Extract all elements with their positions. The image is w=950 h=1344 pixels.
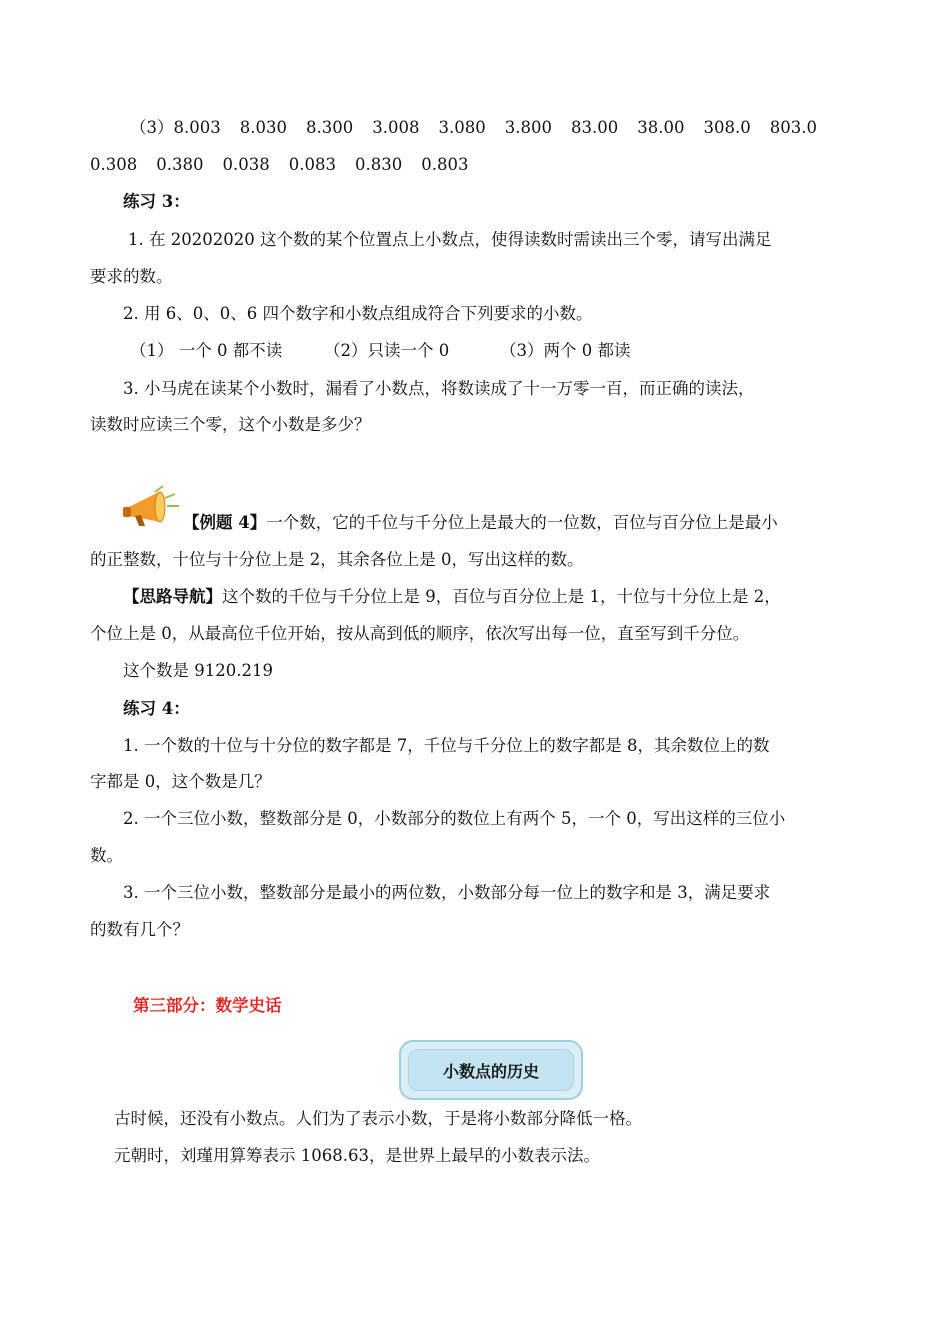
number-item: 0.380 [156, 155, 204, 174]
practice3-q3-line2: 读数时应读三个零，这个小数是多少？ [90, 415, 371, 434]
practice4-q1-line2: 字都是 0，这个数是几？ [90, 772, 271, 791]
number-item: 38.00 [637, 118, 685, 137]
practice4-q2-line1: 2. 一个三位小数，整数部分是 0，小数部分的数位上有两个 5，一个 0，写出这样的三位小 [123, 809, 786, 828]
megaphone-icon [121, 486, 183, 528]
option-1: （1） 一个 0 都不读 [130, 341, 283, 360]
example4-line1 [183, 511, 778, 535]
practice3-q2: 2. 用 6、0、0、6 四个数字和小数点组成符合下列要求的小数。 [123, 304, 593, 323]
example4-tag: 【例题 4】 [183, 513, 267, 532]
guide-tag: 【思路导航】 [123, 587, 222, 606]
practice4-q3-line1: 3. 一个三位小数，整数部分是最小的两位数，小数部分每一位上的数字和是 3，满足要求 [123, 883, 771, 902]
number-item: 3.080 [438, 118, 486, 137]
example4-answer: 这个数是 9120.219 [123, 661, 273, 680]
ex3-part3-row2 [90, 153, 469, 177]
number-item: 308.0 [703, 118, 751, 137]
number-item: 8.003 [173, 118, 221, 137]
number-item: 0.038 [222, 155, 270, 174]
practice3-q2-options [130, 339, 631, 363]
option-2: （2）只读一个 0 [324, 341, 450, 360]
number-item: 0.830 [355, 155, 403, 174]
example4-text: 一个数，它的千位与千分位上是最大的一位数，百位与百分位上是最小 [266, 513, 778, 532]
number-item: 0.083 [288, 155, 336, 174]
part3-paragraph-1: 古时候，还没有小数点。人们为了表示小数，于是将小数部分降低一格。 [114, 1109, 642, 1128]
practice3-q1-line2: 要求的数。 [90, 267, 173, 286]
practice4-q2-line2: 数。 [90, 846, 123, 865]
number-item: 0.308 [90, 155, 138, 174]
number-item: 8.300 [306, 118, 354, 137]
history-title: 小数点的历史 [408, 1049, 574, 1091]
part3-heading: 第三部分：数学史话 [133, 996, 282, 1015]
history-title-box [399, 1040, 583, 1100]
practice4-q3-line2: 的数有几个？ [90, 920, 189, 939]
practice3-q1-line1: 1. 在 20202020 这个数的某个位置点上小数点，使得读数时需读出三个零，请写出满足 [128, 230, 772, 249]
option-3: （3）两个 0 都读 [500, 341, 631, 360]
number-item: 3.800 [504, 118, 552, 137]
practice4-q1-line1: 1. 一个数的十位与十分位的数字都是 7，千位与千分位上的数字都是 8，其余数位上的数 [123, 736, 770, 755]
example4-line2: 的正整数，十位与十分位上是 2，其余各位上是 0，写出这样的数。 [90, 550, 584, 569]
part3-paragraph-2: 元朝时，刘瑾用算筹表示 1068.63，是世界上最早的小数表示法。 [114, 1146, 600, 1165]
guide-text: 这个数的千位与千分位上是 9，百位与百分位上是 1，十位与十分位上是 2， [222, 587, 781, 606]
number-item: 803.0 [769, 118, 817, 137]
guide-line2: 个位上是 0，从最高位千位开始，按从高到低的顺序，依次写出每一位，直至写到千分位。 [90, 624, 750, 643]
practice3-heading: 练习 3： [123, 192, 190, 211]
number-item: 0.803 [421, 155, 469, 174]
practice3-q3-line1: 3. 小马虎在读某个小数时，漏看了小数点，将数读成了十一万零一百，而正确的读法， [123, 379, 755, 398]
number-item: 3.008 [372, 118, 420, 137]
number-item: 8.030 [239, 118, 287, 137]
number-item: 83.00 [571, 118, 619, 137]
ex3-part3-label: （3） [130, 118, 174, 137]
ex3-part3-row1 [130, 116, 817, 140]
practice4-heading: 练习 4： [123, 699, 190, 718]
guide-line1 [123, 585, 781, 609]
